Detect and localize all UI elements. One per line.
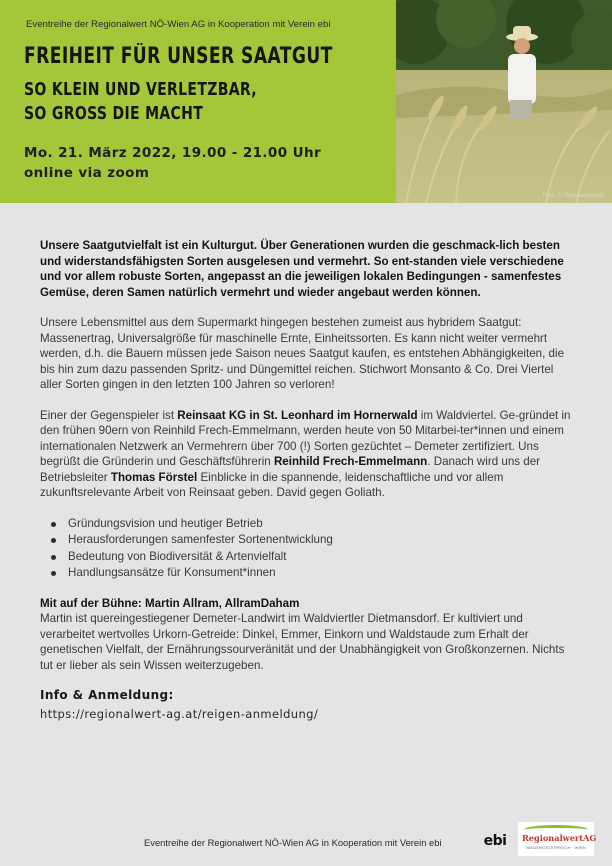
manager-name: Thomas Förstel [110, 470, 198, 484]
reinsaat-paragraph [40, 408, 575, 501]
event-location: online via zoom [24, 165, 150, 181]
list-item: Herausforderungen samenfester Sortenentwicklung [40, 532, 575, 549]
farmer-in-grain-field-photo [396, 0, 612, 203]
header-title-panel [0, 0, 396, 203]
event-date: Mo. 21. März 2022, 19.00 - 21.00 Uhr [24, 145, 322, 161]
guest-description: Martin ist quereingestiegener Demeter-Landwirt im Waldviertler Dietmansdorf. Er kultiviert und verarbeitet wertvolles Urkorn-Getreide: Dinkel, Emmer, Einkorn und Waldstaude zum Erhalt der genetischen Vielfalt, der Ernährungssourveränität und der Unabhängigkeit von Großkonzernen. Nichts tut er lieber als sein Wissen weiterzugeben. [40, 612, 565, 672]
event-datetime [24, 143, 321, 183]
event-series-kicker: Eventreihe der Regionalwert NÖ-Wien AG in Kooperation mit Verein ebi [26, 19, 331, 30]
ebi-logo [480, 829, 510, 853]
registration-link[interactable]: https://regionalwert-ag.at/reigen-anmeldung/ [40, 706, 319, 721]
lead-paragraph: Unsere Saatgutvielfalt ist ein Kulturgut. Über Generationen wurden die geschmack-lich besten und widerstandsfähigsten Sorten ausgelesen und vermehrt. So ent-standen viele verschiedene und vor allem robuste Sorten, angepasst an die jeweiligen lokalen Bedingungen - samenfestes Gemüse, deren Samen natürlich vermehrt und wieder angebaut werden können. [40, 239, 564, 299]
supermarket-paragraph: Unsere Lebensmittel aus dem Supermarkt hingegen bestehen zumeist aus hybridem Saatgut: Massenertrag, Universalgröße für maschinelle Ernte, Einheitssorten. Es kann nicht weiter vermehrt werden, d.h. die Bauern müssen jede Saison neues Saatgut kaufen, es entstehen Abhängigkeiten, die bis hin zum dazu passenden Spritz- und Düngemittel reichen. Stichwort Monsanto & Co. Drei Viertel aller Sorten gingen in den letzten 100 Jahren so verloren! [40, 316, 565, 391]
footer-series-note: Eventreihe der Regionalwert NÖ-Wien AG in Kooperation mit Verein ebi [144, 837, 442, 848]
regionalwert-logo [518, 822, 597, 856]
founder-name: Reinhild Frech-Emmelmann [273, 455, 428, 468]
reinsaat-text-1: Einer der Gegenspieler ist [40, 408, 178, 422]
topics-list [40, 516, 575, 582]
list-item: Gründungsvision und heutiger Betrieb [40, 516, 575, 533]
info-heading: Info & Anmeldung: [40, 688, 174, 702]
guest-heading: Mit auf der Bühne: Martin Allram, AllramDaham [40, 596, 300, 610]
reinsaat-text-3: . Danach wird uns der Betriebsleiter [40, 455, 541, 484]
event-subtitle-line2: SO GROSS DIE MACHT [24, 103, 204, 124]
reinsaat-text-2: im Waldviertel. Ge-gründet in den frühen 90ern von Reinhild Frech-Emmelmann, werden heute von 50 Mitarbei-ter*innen und einem internationalen Netzwerk an Vermehrern über 700 (!) Sorten gezüchtet – Demeter zertifiziert. Uns begrüßt die Gründerin und Geschäftsführerin [40, 408, 571, 468]
event-subtitle-line1: SO KLEIN UND VERLETZBAR, [24, 79, 257, 100]
ebi-logo-text: ebi [483, 833, 507, 849]
reinsaat-company-name: Reinsaat KG in St. Leonhard im Hornerwald [177, 408, 418, 422]
list-item: Handlungsansätze für Konsument*innen [40, 565, 575, 582]
reinsaat-text-4: Einblicke in die spannende, leidenschaftliche und vor allem zukunftsrelevante Arbeit von Reinsaat geben. David gegen Goliath. [40, 470, 504, 499]
event-description [40, 238, 575, 722]
list-item: Bedeutung von Biodiversität & Artenvielfalt [40, 549, 575, 566]
regionalwert-logo-name: RegionalwertAG [522, 833, 597, 843]
event-header [0, 0, 612, 203]
photo-credit: Foto: © Reinsaat/privat [542, 193, 604, 199]
event-title: FREIHEIT FÜR UNSER SAATGUT [24, 44, 333, 69]
regionalwert-logo-sub: NIEDERÖSTERREICH · WIEN [526, 845, 586, 850]
